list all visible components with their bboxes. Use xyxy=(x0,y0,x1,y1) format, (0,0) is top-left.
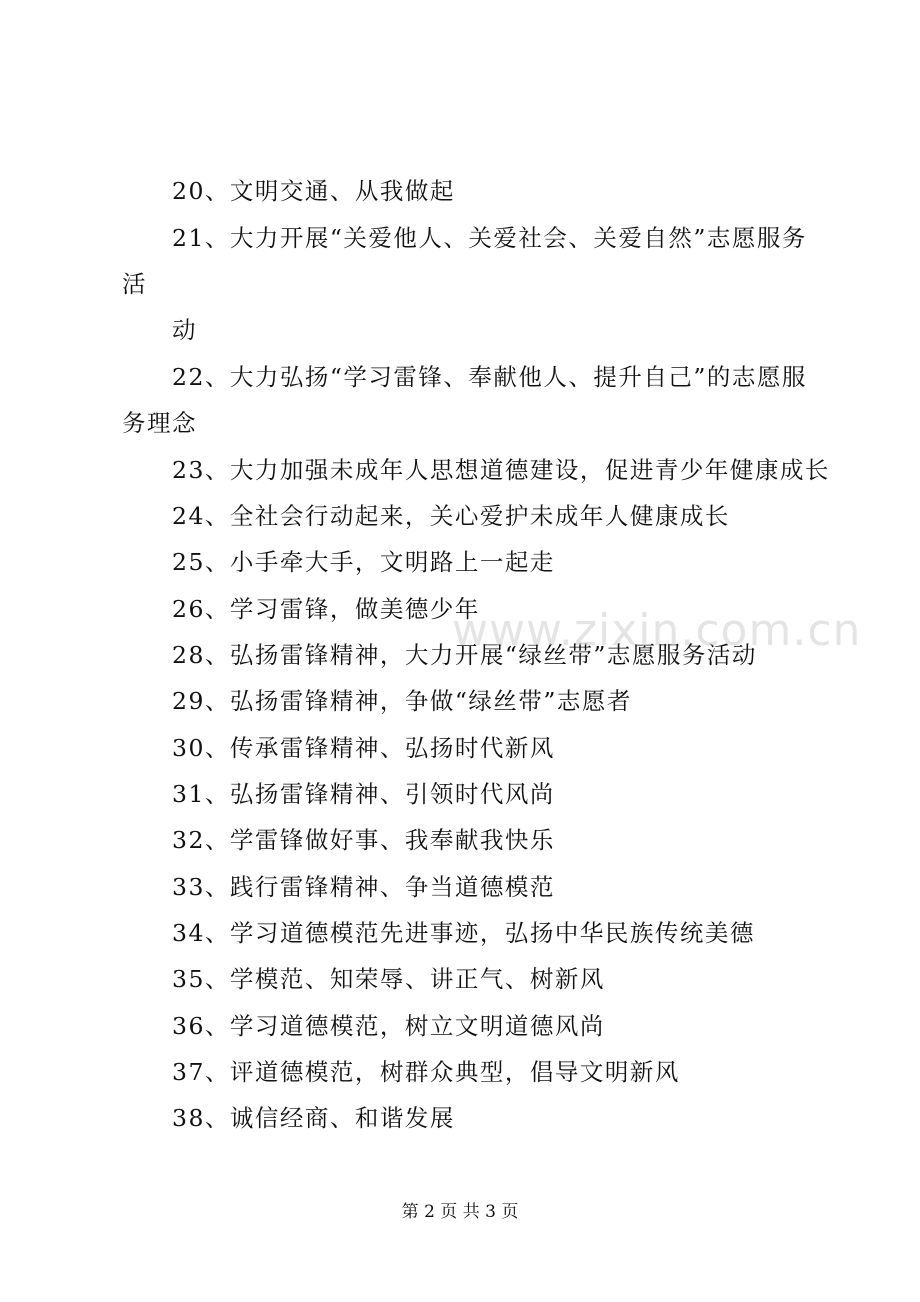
slogan-line: 38、诚信经商、和谐发展 xyxy=(172,1104,455,1132)
page-footer: 第 2 页 共 3 页 xyxy=(401,1202,519,1222)
slogan-line-wrap: 活 xyxy=(122,270,147,298)
slogan-line: 33、践行雷锋精神、争当道德模范 xyxy=(172,873,555,901)
slogan-line: 32、学雷锋做好事、我奉献我快乐 xyxy=(172,826,555,854)
slogan-line: 36、学习道德模范，树立文明道德风尚 xyxy=(172,1012,605,1040)
slogan-line: 20、文明交通、从我做起 xyxy=(172,177,455,205)
slogan-line: 29、弘扬雷锋精神，争做“绿丝带”志愿者 xyxy=(172,687,632,715)
slogan-line: 34、学习道德模范先进事迹，弘扬中华民族传统美德 xyxy=(172,919,755,947)
slogan-line: 22、大力弘扬“学习雷锋、奉献他人、提升自己”的志愿服 xyxy=(172,363,807,391)
watermark: www.zixin.com.cn xyxy=(452,605,862,656)
slogan-line-wrap: 务理念 xyxy=(122,409,197,437)
slogan-line: 23、大力加强未成年人思想道德建设，促进青少年健康成长 xyxy=(172,456,830,484)
slogan-line-wrap: 动 xyxy=(172,316,197,344)
slogan-line: 30、传承雷锋精神、弘扬时代新风 xyxy=(172,734,555,762)
slogan-line: 21、大力开展“关爱他人、关爱社会、关爱自然”志愿服务 xyxy=(172,224,807,252)
slogan-line: 37、评道德模范，树群众典型，倡导文明新风 xyxy=(172,1058,680,1086)
slogan-line: 26、学习雷锋，做美德少年 xyxy=(172,595,480,623)
slogan-line: 25、小手牵大手，文明路上一起走 xyxy=(172,548,555,576)
slogan-line: 28、弘扬雷锋精神，大力开展“绿丝带”志愿服务活动 xyxy=(172,641,757,669)
slogan-line: 24、全社会行动起来，关心爱护未成年人健康成长 xyxy=(172,502,730,530)
slogan-line: 35、学模范、知荣辱、讲正气、树新风 xyxy=(172,965,605,993)
slogan-line: 31、弘扬雷锋精神、引领时代风尚 xyxy=(172,780,555,808)
